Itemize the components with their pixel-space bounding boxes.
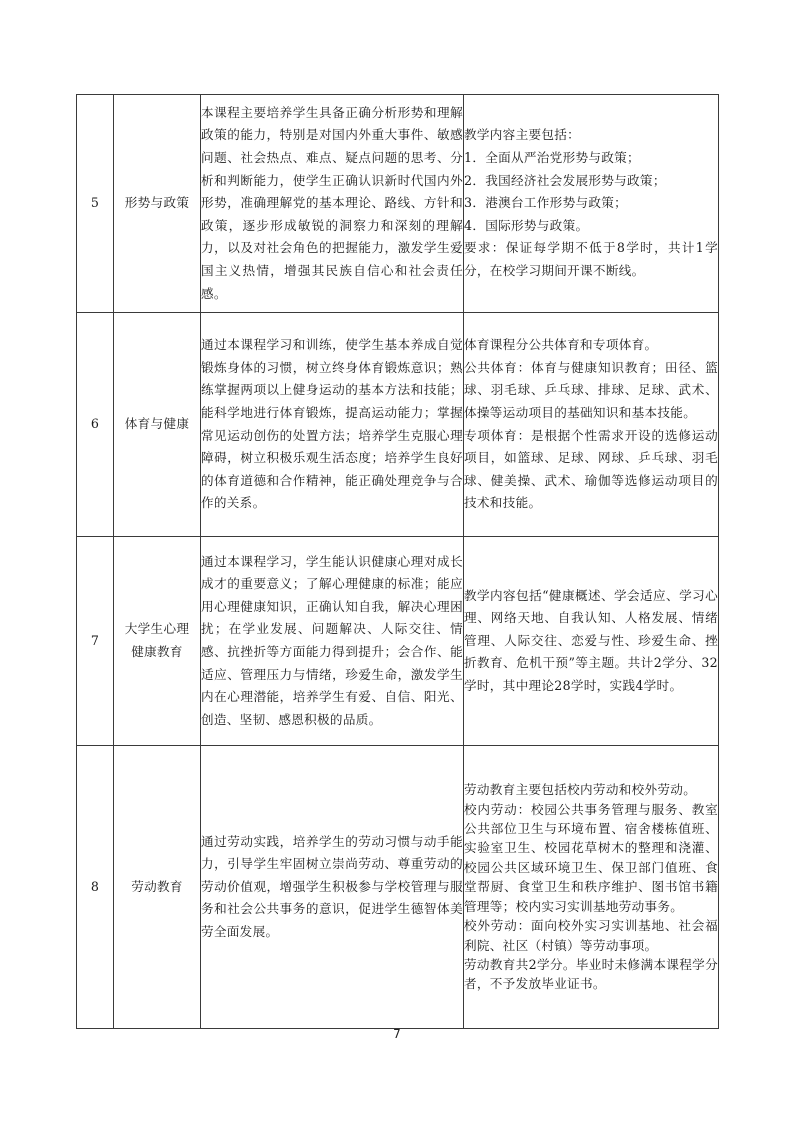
content-paragraph: 劳动教育共2学分。毕业时未修满本课程学分者，不予发放毕业证书。: [464, 956, 718, 992]
content-paragraph: 要求：保证每学期不低于8学时，共计1学分，在校学习期间开课不断线。: [464, 240, 718, 278]
page-number: 7: [393, 1027, 401, 1041]
course-number: 5: [77, 95, 114, 313]
table-row: [77, 537, 719, 746]
course-number: 6: [77, 313, 114, 537]
table-row: [77, 313, 719, 537]
course-name-line: 健康教育: [131, 644, 183, 659]
content-paragraph: 公共体育：体育与健康知识教育；田径、篮球、羽毛球、乒乓球、排球、足球、武术、体操等运动项目的基础知识和基本技能。: [464, 359, 718, 420]
course-name: 形势与政策: [114, 95, 201, 313]
course-name: 体育与健康: [114, 313, 201, 537]
content-paragraph: 劳动教育主要包括校内劳动和校外劳动。: [464, 782, 697, 798]
course-name-line: 大学生心理: [124, 621, 190, 637]
content-paragraph: 专项体育：是根据个性需求开设的选修运动项目，如篮球、足球、网球、乒乓球、羽毛球、健美操、武术、瑜伽等选修运动项目的技术和技能。: [464, 427, 718, 511]
table-row: [77, 95, 719, 313]
course-content: [464, 746, 719, 1029]
course-content: [464, 313, 719, 537]
course-number: 7: [77, 537, 114, 746]
content-paragraph: 2．我国经济社会发展形势与政策；: [464, 172, 666, 188]
course-goal: 通过本课程学习，学生能认识健康心理对成长成才的重要意义；了解心理健康的标准；能应用心理健康知识，正确认知自我，解决心理困扰；在学业发展、问题解决、人际交往、情感、抗挫折等方面能力得到提升；会合作、能适应、管理压力与情绪，珍爱生命，激发学生内在心理潜能，培养学生有爱、自信、阳光、创造、坚韧、感恩积极的品质。: [201, 537, 464, 746]
course-goal: 通过劳动实践，培养学生的劳动习惯与动手能力，引导学生牢固树立崇尚劳动、尊重劳动的劳动价值观，增强学生积极参与学校管理与服务和社会公共事务的意识，促进学生德智体美劳全面发展。: [201, 746, 464, 1029]
content-paragraph: 4．国际形势与政策。: [464, 217, 589, 233]
course-name: [114, 537, 201, 746]
content-paragraph: 教学内容主要包括：: [464, 127, 581, 143]
content-paragraph: 校内劳动：校园公共事务管理与服务、教室公共部位卫生与环境布置、宿舍楼栋值班、实验室卫生、校园花草树木的整理和浇灌、校园公共区域环境卫生、保卫部门值班、食堂帮厨、食堂卫生和秩序维护、图书馆书籍管理等；校内实习实训基地劳动事务。: [464, 801, 718, 914]
course-content: [464, 95, 719, 313]
course-table: [76, 94, 719, 1029]
content-paragraph: 体育课程分公共体育和专项体育。: [464, 337, 658, 353]
course-name: 劳动教育: [114, 746, 201, 1029]
content-paragraph: 教学内容包括“健康概述、学会适应、学习心理、网络天地、自我认知、人格发展、情绪管理、人际交往、恋爱与性、珍爱生命、挫折教育、危机干预”等主题。共计2学分、32学时，其中理论28学时，实践4学时。: [464, 587, 718, 693]
content-paragraph: 3．港澳台工作形势与政策；: [464, 195, 628, 211]
course-content: [464, 537, 719, 746]
table-row: [77, 746, 719, 1029]
course-number: 8: [77, 746, 114, 1029]
course-goal: 通过本课程学习和训练，使学生基本养成自觉锻炼身体的习惯，树立终身体育锻炼意识；熟练掌握两项以上健身运动的基本方法和技能；能科学地进行体育锻炼，提高运动能力；掌握常见运动创伤的处置方法；培养学生克服心理障碍，树立积极乐观生活态度；培养学生良好的体育道德和合作精神，能正确处理竞争与合作的关系。: [201, 313, 464, 537]
course-goal: 本课程主要培养学生具备正确分析形势和理解政策的能力，特别是对国内外重大事件、敏感问题、社会热点、难点、疑点问题的思考、分析和判断能力，使学生正确认识新时代国内外形势，准确理解党的基本理论、路线、方针和政策，逐步形成敏锐的洞察力和深刻的理解力，以及对社会角色的把握能力，激发学生爱国主义热情，增强其民族自信心和社会责任感。: [201, 95, 464, 313]
content-paragraph: 1．全面从严治党形势与政策；: [464, 150, 640, 166]
content-paragraph: 校外劳动：面向校外实习实训基地、社会福利院、社区（村镇）等劳动事项。: [464, 918, 718, 953]
